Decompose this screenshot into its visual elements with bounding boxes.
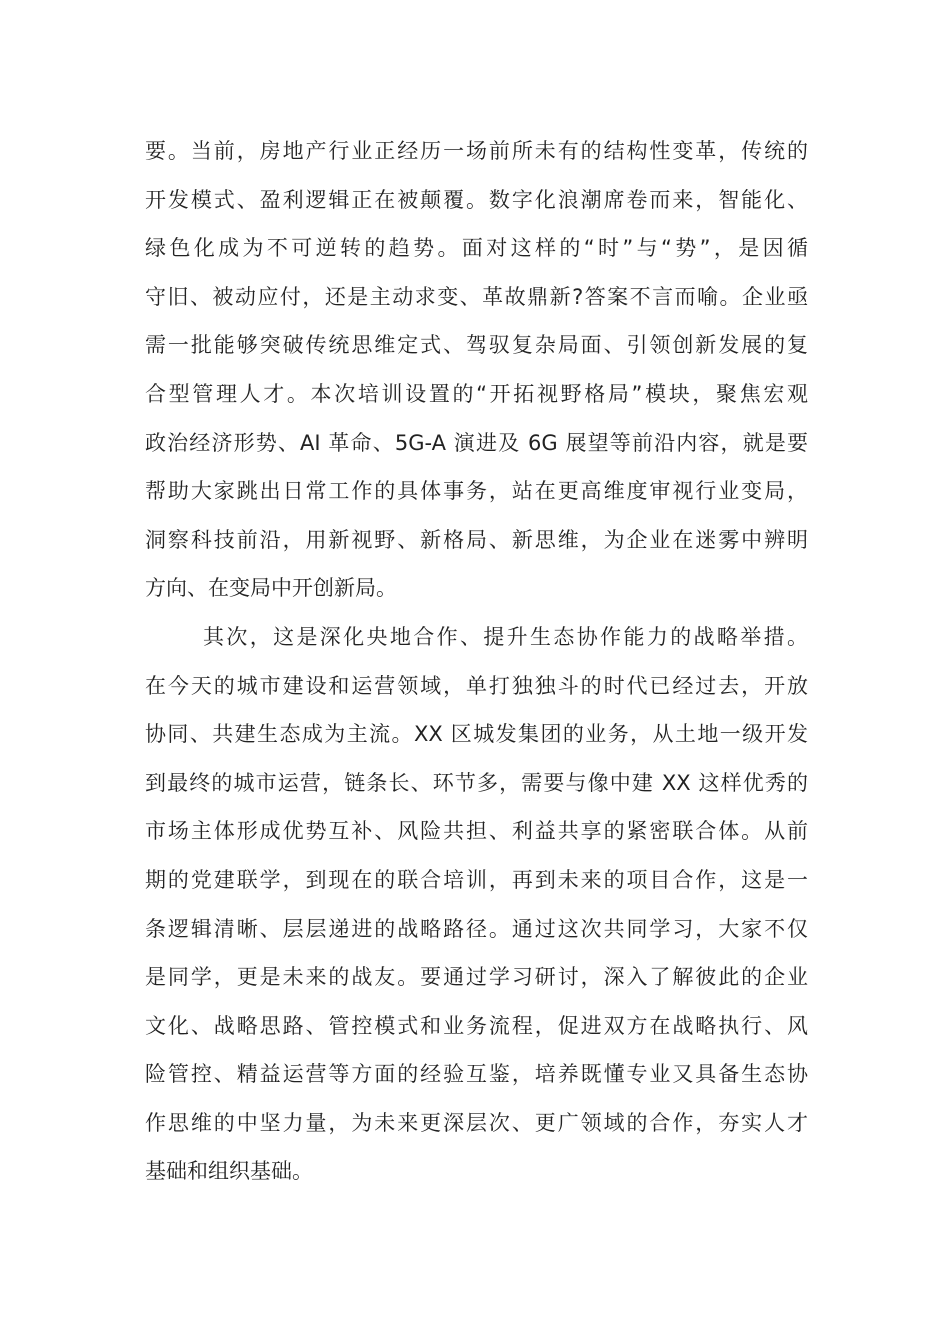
text-line: 作思维的中坚力量，为未来更深层次、更广领域的合作，夯实人才 [145,1110,808,1135]
text-line: 政治经济形势、AI 革命、5G-A 演进及 6G 展望等前沿内容，就是要 [145,430,808,455]
text-line: 协同、共建生态成为主流。XX 区城发集团的业务，从土地一级开发 [145,722,808,747]
text-line: 要。当前，房地产行业正经历一场前所未有的结构性变革，传统的 [145,139,808,163]
text-line: 期的党建联学，到现在的联合培训，再到未来的项目合作，这是一 [145,867,808,892]
text-line: 是同学，更是未来的战友。要通过学习研讨，深入了解彼此的企业 [145,965,808,990]
text-line: 险管控、精益运营等方面的经验互鉴，培养既懂专业又具备生态协 [145,1062,808,1087]
text-line: 市场主体形成优势互补、风险共担、利益共享的紧密联合体。从前 [145,819,808,844]
text-line: 条逻辑清晰、层层递进的战略路径。通过这次共同学习，大家不仅 [145,916,808,941]
text-line: 其次，这是深化央地合作、提升生态协作能力的战略举措。 [203,624,808,649]
paragraph-2 [145,613,808,1196]
text-line: 文化、战略思路、管控模式和业务流程，促进双方在战略执行、风 [145,1013,808,1038]
paragraph-1 [145,127,808,613]
text-line: 帮助大家跳出日常工作的具体事务，站在更高维度审视行业变局， [145,479,808,504]
text-line: 开发模式、盈利逻辑正在被颠覆。数字化浪潮席卷而来，智能化、 [145,187,808,212]
text-line: 洞察科技前沿，用新视野、新格局、新思维，为企业在迷雾中辨明 [145,527,808,552]
text-line: 方向、在变局中开创新局。 [145,576,397,601]
text-line: 在今天的城市建设和运营领域，单打独独斗的时代已经过去，开放 [145,673,808,698]
text-line: 守旧、被动应付，还是主动求变、革故鼎新?答案不言而喻。企业亟 [145,284,808,309]
text-line: 到最终的城市运营，链条长、环节多，需要与像中建 XX 这样优秀的 [145,770,808,795]
text-line: 绿色化成为不可逆转的趋势。面对这样的“时”与“势”，是因循 [145,236,808,261]
document-body [145,127,808,1196]
text-line: 需一批能够突破传统思维定式、驾驭复杂局面、引领创新发展的复 [145,333,808,358]
text-line: 基础和组织基础。 [145,1159,313,1184]
text-line: 合型管理人才。本次培训设置的“开拓视野格局”模块，聚焦宏观 [145,381,808,406]
